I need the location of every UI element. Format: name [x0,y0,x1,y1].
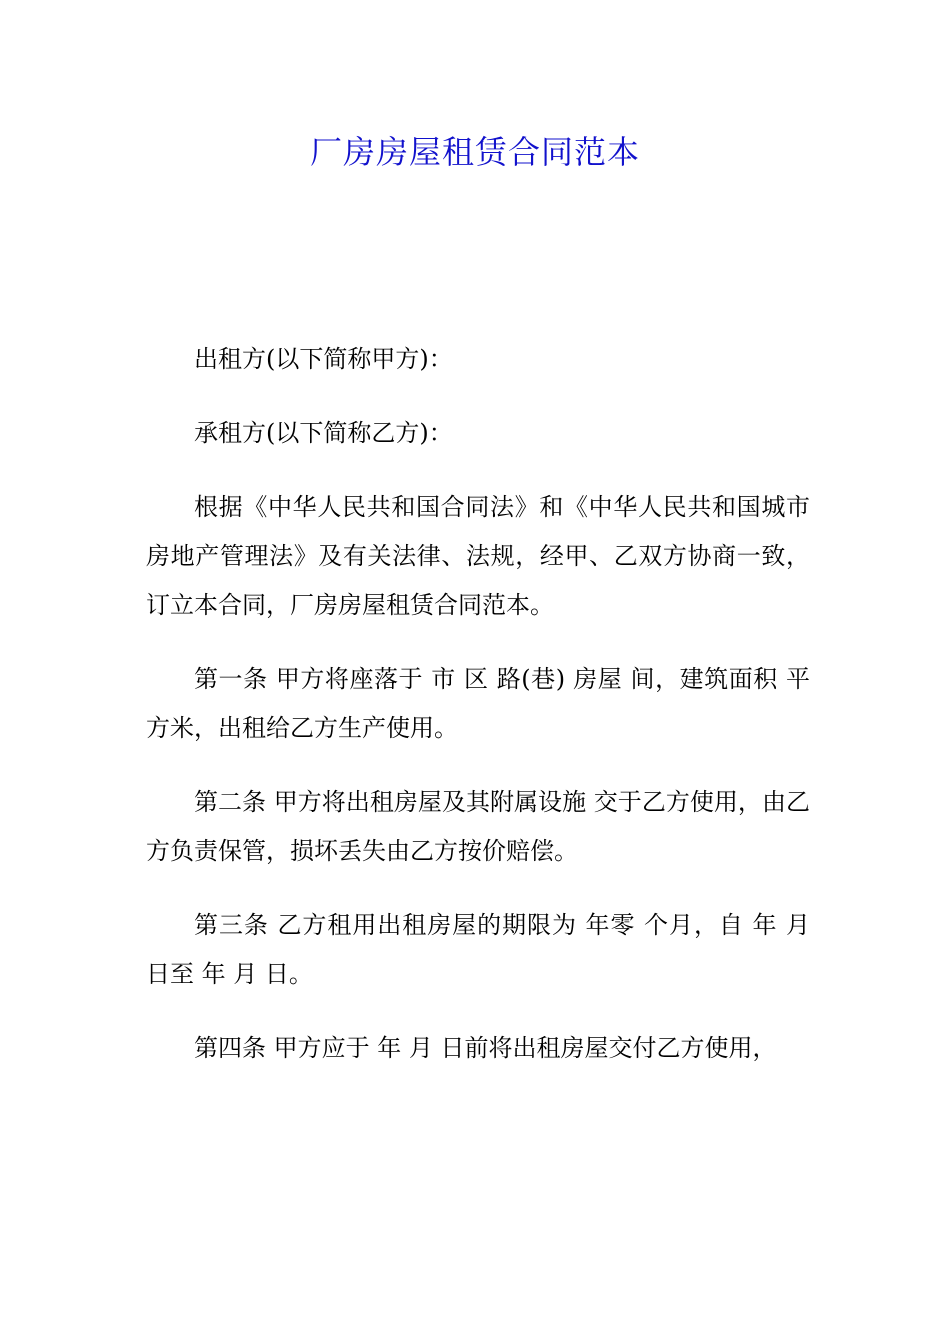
paragraph-preamble: 根据《中华人民共和国合同法》和《中华人民共和国城市房地产管理法》及有关法律、法规，经甲、乙双方协商一致，订立本合同，厂房房屋租赁合同范本。 [146,493,810,619]
paragraph-article-3: 第三条 乙方租用出租房屋的期限为 年零 个月，自 年 月 日至 年 月 日。 [146,911,810,988]
document-body [146,335,810,1098]
paragraph-lessor: 出租方(以下简称甲方)： [194,345,453,373]
paragraph-article-2: 第二条 甲方将出租房屋及其附属设施 交于乙方使用，由乙方负责保管，损坏丢失由乙方按价赔偿。 [146,788,810,865]
paragraph-article-1: 第一条 甲方将座落于 市 区 路(巷) 房屋 间，建筑面积 平方米，出租给乙方生产使用。 [146,665,810,742]
document-title: 厂房房屋租赁合同范本 [309,133,640,171]
paragraph-lessee: 承租方(以下简称乙方)： [194,419,453,447]
paragraph-article-4: 第四条 甲方应于 年 月 日前将出租房屋交付乙方使用， [194,1034,777,1062]
